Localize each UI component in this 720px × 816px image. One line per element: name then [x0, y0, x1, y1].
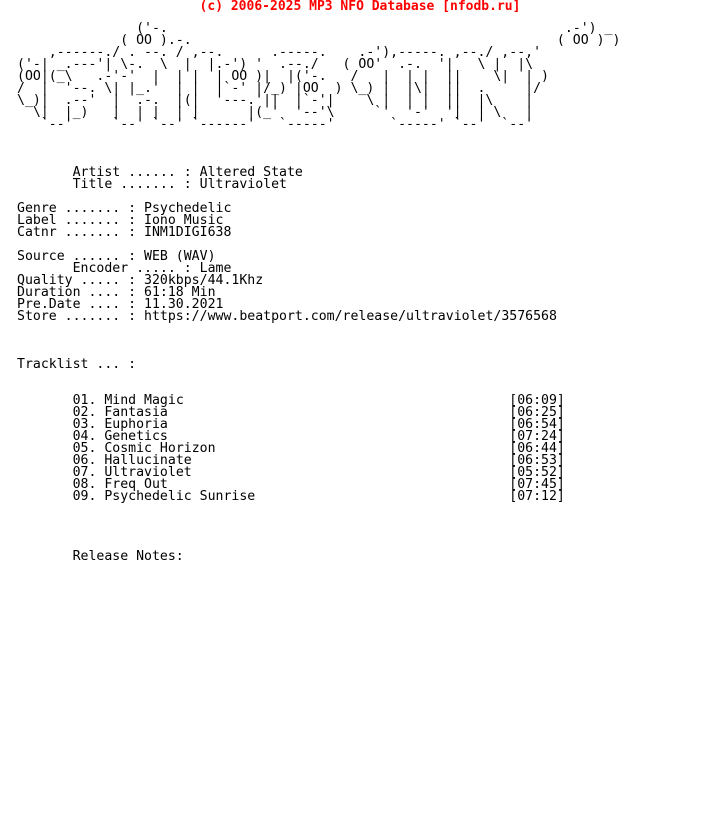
quality-value: 320kbps/44.1Khz	[144, 273, 264, 288]
logo-line: `--' `--' `--' `------' `-----' `-----' `--' `--'	[17, 117, 534, 132]
copyright-header	[0, 0, 720, 14]
encoder-value: Lame	[199, 261, 232, 276]
predate-value: 11.30.2021	[144, 297, 224, 312]
track-title: Euphoria	[104, 417, 168, 432]
track-number: 07.	[72, 465, 97, 480]
store-label: Store ....... :	[17, 309, 137, 324]
artist-value: Altered State	[199, 165, 303, 180]
track-time: [06:25]	[509, 405, 565, 420]
track-time: [06:09]	[509, 393, 565, 408]
tracklist-heading: Tracklist ... :	[17, 357, 137, 372]
nfo-body	[17, 23, 620, 563]
encoder-label: Encoder ..... :	[72, 261, 192, 276]
track-number: 04.	[72, 429, 97, 444]
track-number: 01.	[72, 393, 97, 408]
logo-line: ( OO ).-. ( OO ) )	[17, 33, 621, 48]
release-notes-heading: Release Notes:	[72, 549, 184, 564]
track-title: Genetics	[104, 429, 168, 444]
title-value: Ultraviolet	[199, 177, 287, 192]
track-title: Ultraviolet	[104, 465, 192, 480]
track-title: Cosmic Horizon	[104, 441, 216, 456]
source-label: Source ...... :	[17, 249, 137, 264]
track-time: [05:52]	[509, 465, 565, 480]
track-number: 09.	[72, 489, 97, 504]
track-time: [06:44]	[509, 441, 565, 456]
track-number: 05.	[72, 441, 97, 456]
label-value: Iono Music	[144, 213, 224, 228]
duration-label: Duration .... :	[17, 285, 137, 300]
artist-label: Artist ...... :	[72, 165, 192, 180]
logo-line: (OO|(_\ .-'-' | | | | OO )| |('-. / | | | || \| | )	[17, 69, 549, 84]
track-title: Freq Out	[104, 477, 168, 492]
copyright-text: (c) 2006-2025 MP3 NFO Database [nfodb.ru]	[199, 0, 521, 14]
track-time: [07:12]	[509, 489, 565, 504]
track-title: Psychedelic Sunrise	[104, 489, 256, 504]
track-title: Hallucinate	[104, 453, 192, 468]
genre-value: Psychedelic	[144, 201, 232, 216]
track-number: 02.	[72, 405, 97, 420]
logo-line: ('-. .-') _	[17, 21, 613, 36]
logo-line: ('-| _.---'| \-. \ | |.-') ' .--./ ( OO' .-. '| \ | |\	[17, 57, 534, 72]
track-number: 03.	[72, 417, 97, 432]
label-label: Label ....... :	[17, 213, 137, 228]
store-url[interactable]: https://www.beatport.com/release/ultraviolet/3576568	[144, 309, 557, 324]
title-label: Title ....... :	[72, 177, 192, 192]
catnr-value: INM1DIGI638	[144, 225, 232, 240]
genre-label: Genre ....... :	[17, 201, 137, 216]
track-time: [06:54]	[509, 417, 565, 432]
track-time: [07:24]	[509, 429, 565, 444]
track-time: [06:53]	[509, 453, 565, 468]
source-value: WEB (WAV)	[144, 249, 216, 264]
logo-line: \_)| .--' | .-. |(| '---.'|| |`-'| \ | | | || |\ |	[17, 93, 534, 108]
track-time: [07:45]	[509, 477, 565, 492]
track-title: Fantasia	[104, 405, 168, 420]
logo-line: \| |_) | | | | | |(_' '--'\ `' '-' '| | \ |	[17, 105, 534, 120]
duration-value: 61:18 Min	[144, 285, 216, 300]
quality-label: Quality ..... :	[17, 273, 137, 288]
logo-line: / | '--. \| |_.' | | |`-' |/_) |OO ) \_) | |\| || . |/	[17, 81, 542, 96]
track-title: Mind Magic	[104, 393, 184, 408]
catnr-label: Catnr ....... :	[17, 225, 137, 240]
predate-label: Pre.Date .... :	[17, 297, 137, 312]
track-number: 08.	[72, 477, 97, 492]
logo-line: ,------./ . --. / ,--. .-----. .-'),-----. ,--./ ,--,'	[17, 45, 542, 60]
track-number: 06.	[72, 453, 97, 468]
